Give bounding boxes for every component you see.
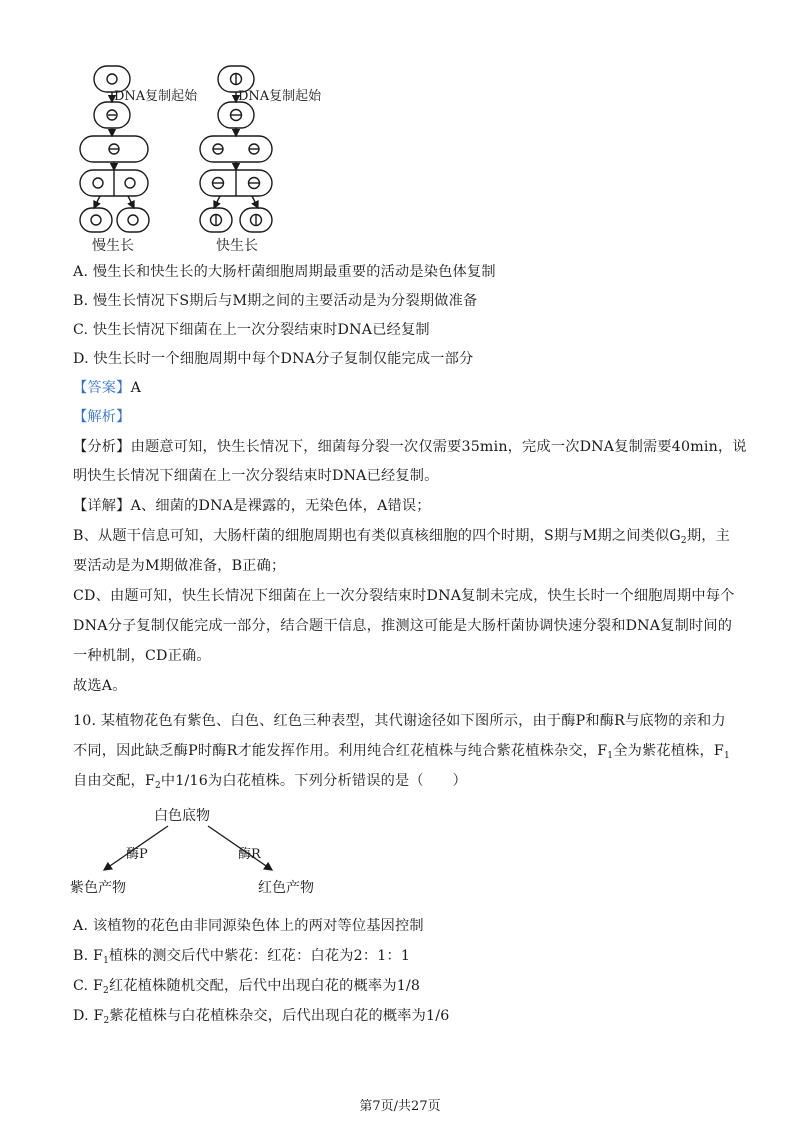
white-substrate-label: 白色底物 (154, 808, 210, 824)
analysis-header: 【解析】 (73, 409, 131, 425)
fast-cell-3 (200, 136, 272, 162)
slow-daughter-1 (80, 208, 112, 232)
q10-option-c: C. $F_2$红花植株随机交配，后代中出现白花的概率为1/8 (73, 978, 421, 996)
detail-line-a: 【详解】A、细菌的DNA是裸露的，无染色体，A错误； (73, 498, 431, 514)
conclusion-line: 故选A。 (73, 678, 127, 694)
purple-product-label: 紫色产物 (70, 880, 126, 896)
answer-value: A (130, 380, 142, 396)
detail-line-b2: 要活动是为M期做准备，B正确； (73, 558, 286, 574)
slow-nucleoid-1 (107, 74, 117, 84)
metabolic-pathway-diagram (60, 800, 330, 910)
detail-line-cd1: CD、由题可知，快生长情况下细菌在上一次分裂结束时DNA复制未完成，快生长时一个细胞周期中每个 (73, 588, 735, 604)
detail-line-b1: B、从题干信息可知，大肠杆菌的细胞周期也有类似真核细胞的四个时期，S期与M期之间类似$G_2$期，主 (73, 528, 731, 546)
q9-option-a: A. 慢生长和快生长的大肠杆菌细胞周期最重要的活动是染色体复制 (73, 264, 496, 280)
detail-tag: 【详解】 (73, 498, 131, 514)
slow-daughter-2 (117, 208, 149, 232)
q9-option-c: C. 快生长情况下细菌在上一次分裂结束时DNA已经复制 (73, 322, 430, 338)
q9-option-b: B. 慢生长情况下S期后与M期之间的主要活动是为分裂期做准备 (73, 293, 478, 309)
analysis-tag: 【分析】 (73, 439, 131, 455)
page-footer: 第7页/共27页 (359, 1099, 441, 1114)
q10-option-a: A. 该植物的花色由非同源染色体上的两对等位基因控制 (73, 918, 424, 934)
q10-stem-line-2: 不同，因此缺乏酶P时酶R才能发挥作用。利用纯合红花植株与纯合紫花植株杂交，$F_1$全为紫花植株，$F_1$ (73, 743, 730, 761)
slow-dna-start-label: DNA复制起始 (114, 89, 198, 104)
fast-growth-label: 快生长 (216, 238, 258, 253)
slow-growth-label: 慢生长 (92, 238, 134, 253)
analysis-line-1: 【分析】由题意可知，快生长情况下，细菌每分裂一次仅需要35min，完成一次DNA复制需要40min，说 (73, 439, 747, 455)
q10-stem-line-3: 自由交配，$F_2$中1/16为白花植株。下列分析错误的是（ ） (73, 773, 467, 791)
q10-stem-line-1: 10. 某植物花色有紫色、白色、红色三种表型，其代谢途径如下图所示，由于酶P和酶R与底物的亲和力 (73, 713, 726, 729)
cell-cycle-diagram (70, 58, 370, 253)
enzyme-p-label: 酶P (126, 847, 148, 862)
q10-option-b: B. $F_1$植株的测交后代中紫花：红花：白花为2：1：1 (73, 948, 411, 966)
detail-line-cd2: DNA分子复制仅能完成一部分，结合题干信息，推测这可能是大肠杆菌协调快速分裂和DNA复制时间的 (73, 618, 733, 634)
q9-option-d: D. 快生长时一个细胞周期中每个DNA分子复制仅能完成一部分 (73, 351, 474, 367)
red-product-label: 红色产物 (258, 880, 314, 896)
answer-line (73, 378, 141, 398)
q10-option-d: D. $F_2$紫花植株与白花植株杂交，后代出现白花的概率为1/6 (73, 1008, 450, 1026)
fast-dna-start-label: DNA复制起始 (238, 89, 322, 104)
answer-tag: 【答案】 (73, 380, 131, 396)
detail-line-cd3: 一种机制，CD正确。 (73, 648, 211, 664)
analysis-line-2: 明快生长情况下细菌在上一次分裂结束时DNA已经复制。 (73, 468, 439, 484)
enzyme-r-label: 酶R (238, 847, 261, 862)
